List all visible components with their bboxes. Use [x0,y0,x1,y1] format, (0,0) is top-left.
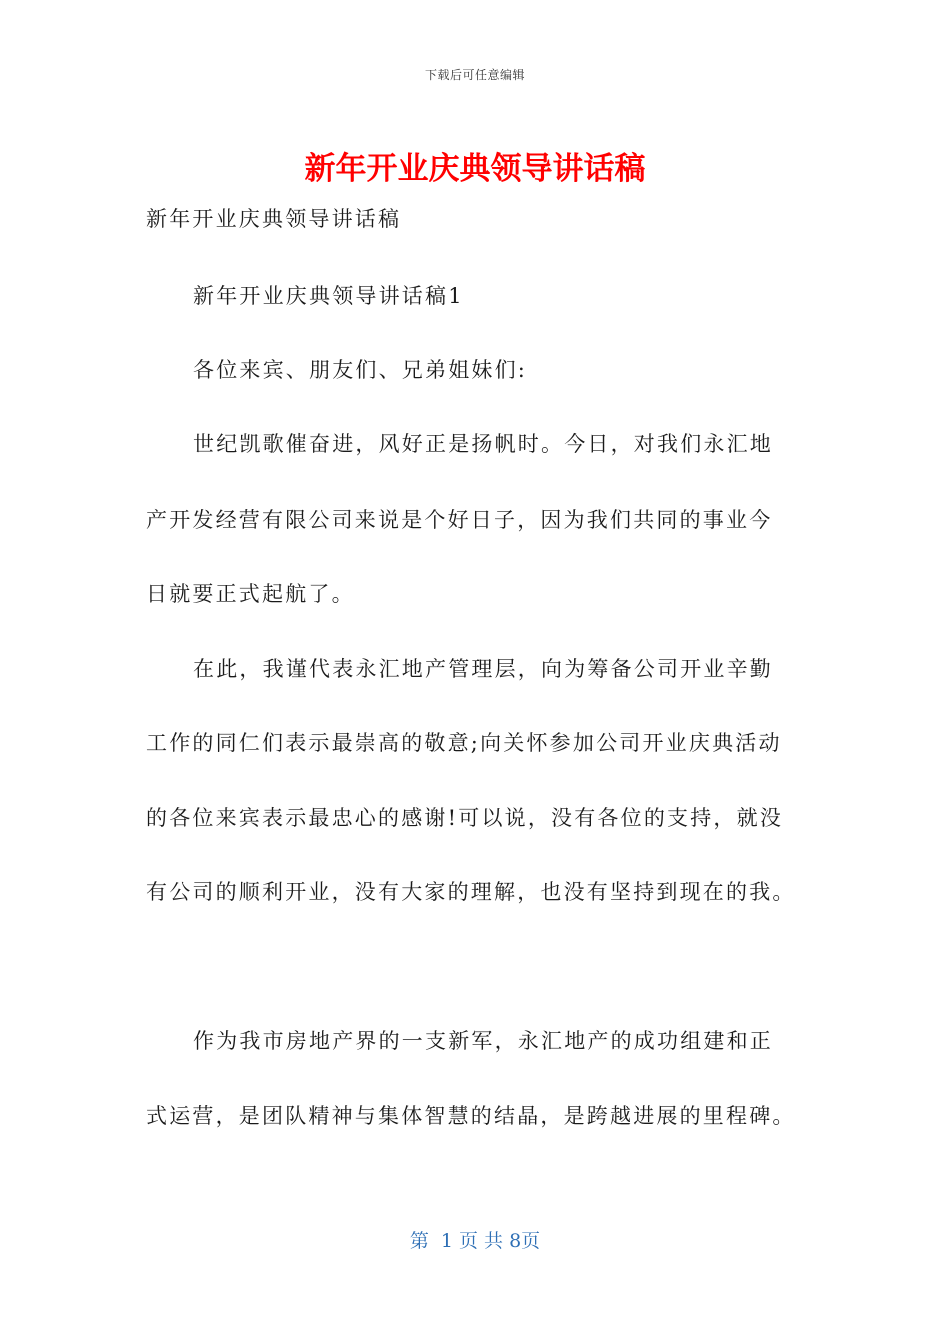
paragraph-line: 在此，我谨代表永汇地产管理层，向为筹备公司开业辛勤 [193,657,773,681]
subtitle-line: 新年开业庆典领导讲话稿 [146,207,402,231]
salutation-line: 各位来宾、朋友们、兄弟姐妹们: [193,358,528,382]
page-indicator: 第 1 页 共 8页 [409,1230,541,1252]
paragraph-line: 的各位来宾表示最忠心的感谢!可以说，没有各位的支持，就没 [146,806,784,830]
document-title: 新年开业庆典领导讲话稿 [304,151,646,187]
paragraph-line: 作为我市房地产界的一支新军，永汇地产的成功组建和正 [193,1029,773,1053]
paragraph-line: 世纪凯歌催奋进，风好正是扬帆时。今日，对我们永汇地 [193,432,773,456]
paragraph-line: 有公司的顺利开业，没有大家的理解，也没有坚持到现在的我。 [146,880,796,904]
paragraph-line: 产开发经营有限公司来说是个好日子，因为我们共同的事业今 [146,508,773,532]
paragraph-line: 式运营，是团队精神与集体智慧的结晶，是跨越进展的里程碑。 [146,1104,796,1128]
section-heading: 新年开业庆典领导讲话稿1 [193,284,464,308]
paragraph-line: 日就要正式起航了。 [146,582,355,606]
header-note: 下载后可任意编辑 [424,68,525,82]
paragraph-line: 工作的同仁们表示最崇高的敬意;向关怀参加公司开业庆典活动 [146,731,782,755]
